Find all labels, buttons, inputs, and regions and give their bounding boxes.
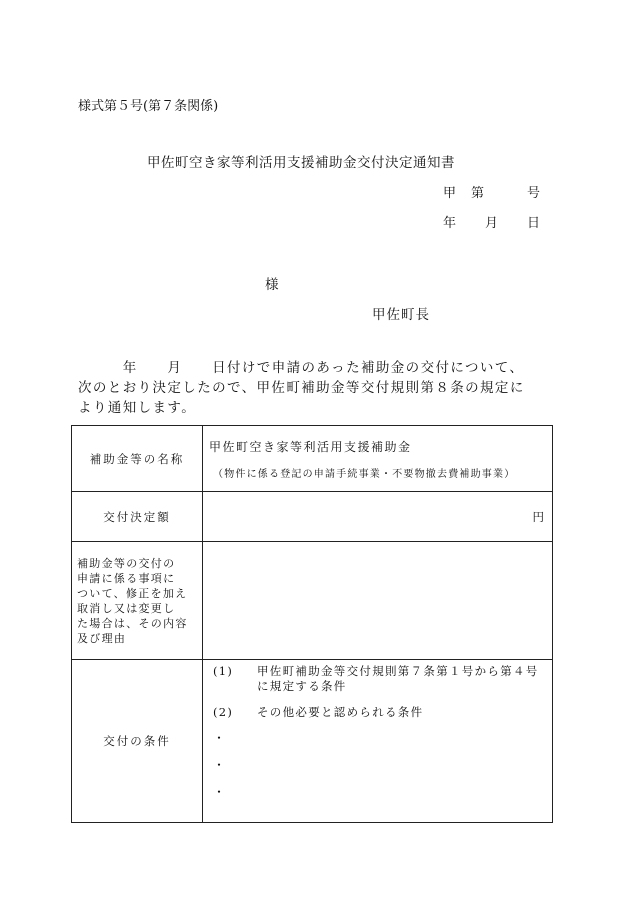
- amount-value: 円: [203, 492, 553, 542]
- table-row: [72, 492, 553, 542]
- changes-label-line: 申請に係る事項に: [77, 571, 176, 585]
- condition-number: (2): [213, 705, 234, 719]
- changes-label: [72, 542, 203, 660]
- reference-number: 甲 第 号: [443, 186, 542, 201]
- changes-label-line: ついて、修正を加え: [77, 586, 188, 600]
- subsidy-name-main: 甲佐町空き家等利活用支援補助金: [209, 439, 412, 454]
- condition-bullet: ・: [213, 785, 226, 799]
- condition-number: (1): [213, 664, 234, 678]
- document-title: 甲佐町空き家等利活用支援補助金交付決定通知書: [147, 155, 455, 171]
- subsidy-name-label: 補助金等の名称: [72, 426, 203, 492]
- changes-value: [203, 542, 553, 660]
- issuer-name: 甲佐町長: [372, 307, 430, 323]
- notice-body: [78, 358, 525, 418]
- condition-item: [213, 705, 546, 720]
- recipient-honorific: 様: [265, 277, 279, 293]
- condition-bullet: ・: [213, 758, 226, 772]
- body-line: 年 月 日付けで申請のあった補助金の交付について、: [78, 360, 525, 376]
- body-line: 次のとおり決定したので、甲佐町補助金等交付規則第８条の規定に: [78, 380, 525, 396]
- body-line: より通知します。: [78, 400, 197, 416]
- form-number: 様式第５号(第７条関係): [78, 99, 219, 114]
- subsidy-name-sub: （物件に係る登記の申請手続事業・不要物撤去費補助事業）: [213, 468, 516, 480]
- condition-text: その他必要と認められる条件: [257, 705, 424, 719]
- table-row: [72, 660, 553, 823]
- table-row: [72, 542, 553, 660]
- table-row: [72, 426, 553, 492]
- changes-label-line: た場合は、その内容: [77, 616, 188, 630]
- condition-bullet: ・: [213, 731, 226, 745]
- decision-table: [71, 425, 553, 823]
- amount-label: 交付決定額: [72, 492, 203, 542]
- condition-text: 甲佐町補助金等交付規則第７条第１号から第４号に規定する条件: [257, 664, 539, 693]
- issue-date: 年 月 日: [443, 216, 542, 231]
- subsidy-name-value: [203, 426, 553, 492]
- conditions-value: [203, 660, 553, 823]
- conditions-label: 交付の条件: [72, 660, 203, 823]
- changes-label-line: 取消し又は変更し: [77, 601, 176, 615]
- condition-item: [213, 664, 546, 694]
- changes-label-line: 補助金等の交付の: [77, 556, 176, 570]
- changes-label-line: 及び理由: [77, 631, 127, 645]
